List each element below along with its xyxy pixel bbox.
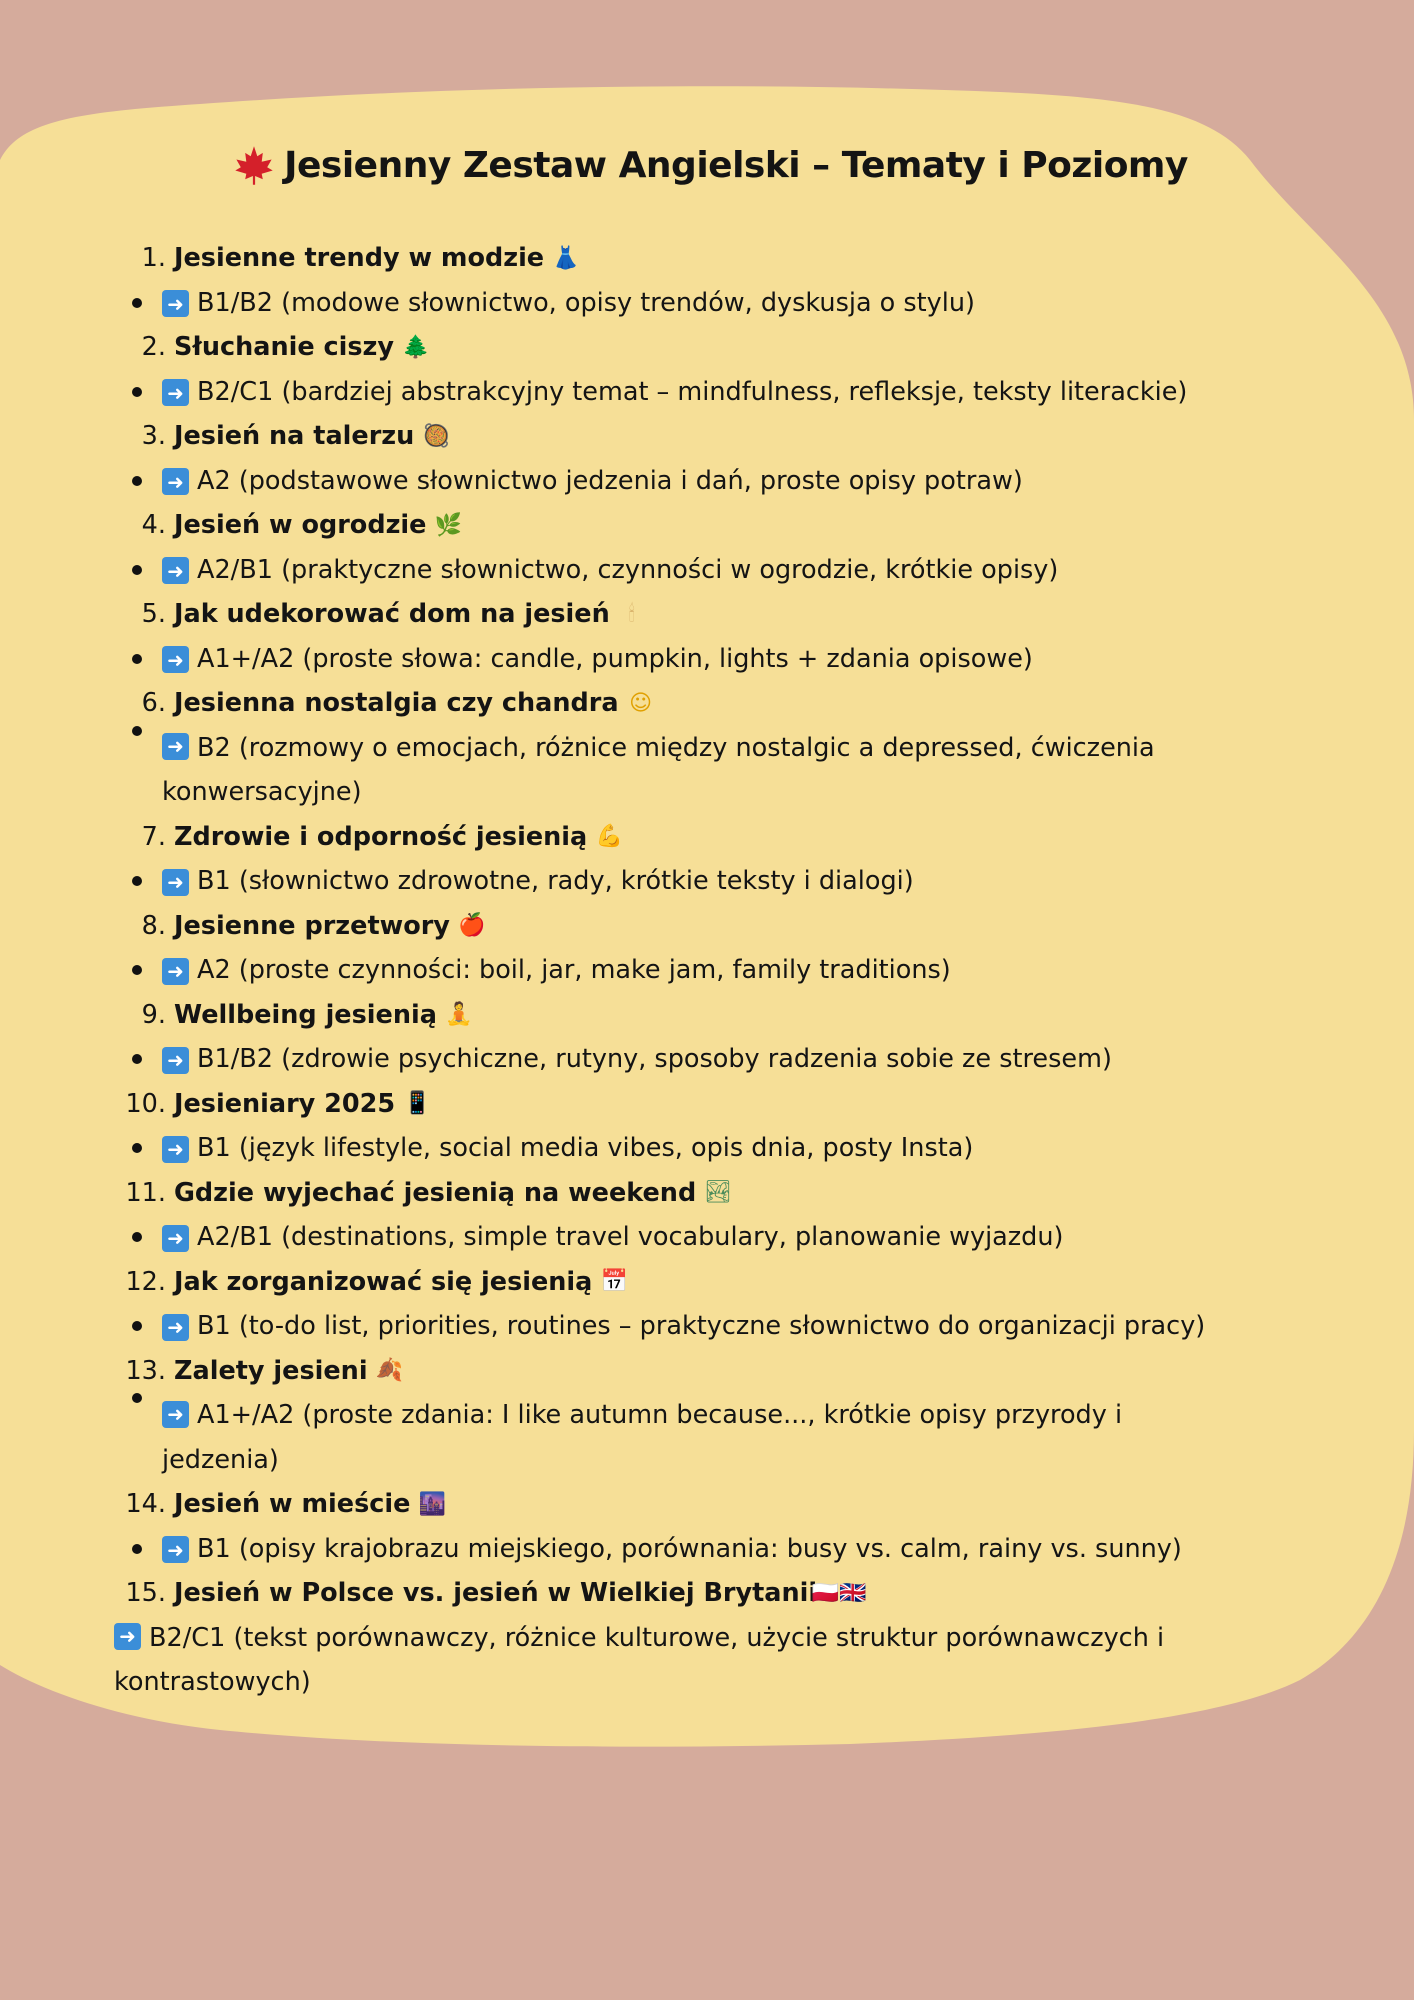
- level-description: B2/C1 (tekst porównawczy, różnice kulturowe, użycie struktur porównawczych i kontrastowych): [114, 1622, 1165, 1697]
- relieved-face-icon: ☺: [629, 690, 653, 716]
- item-number: 1.: [141, 243, 166, 274]
- level-line: [100, 1304, 1320, 1349]
- dress-icon: 👗: [552, 245, 580, 271]
- herb-icon: 🌿: [434, 512, 463, 538]
- topic-item: [100, 503, 1320, 548]
- level-line: [100, 948, 1320, 993]
- bullet: [132, 1143, 142, 1153]
- title-text: Jesienny Zestaw Angielski – Tematy i Poziomy: [284, 144, 1188, 186]
- topic-item: [100, 904, 1320, 949]
- bullet: [132, 476, 142, 486]
- topic-title: Słuchanie ciszy: [174, 332, 395, 363]
- level-description: A1+/A2 (proste zdania: I like autumn because..., krótkie opisy przyrody i jedzenia): [162, 1400, 1123, 1475]
- level-description: B1 (słownictwo zdrowotne, rady, krótkie teksty i dialogi): [197, 866, 914, 897]
- level-line: [100, 1527, 1320, 1572]
- arrow-right-icon: ➜: [162, 1401, 189, 1428]
- phone-icon: 📱: [403, 1091, 431, 1117]
- arrow-right-icon: ➜: [162, 958, 189, 985]
- arrow-right-icon: ➜: [162, 1536, 189, 1563]
- item-number: 7.: [141, 821, 166, 852]
- item-number: 5.: [141, 599, 166, 630]
- level-description: B1/B2 (modowe słownictwo, opisy trendów, dyskusja o stylu): [197, 287, 975, 318]
- arrow-right-icon: ➜: [162, 733, 189, 760]
- arrow-right-icon: ➜: [162, 557, 189, 584]
- level-line: [100, 459, 1320, 504]
- topic-title: Gdzie wyjechać jesienią na weekend: [174, 1177, 697, 1208]
- level-line: [114, 1616, 1320, 1705]
- bullet: [132, 1232, 142, 1242]
- document: [100, 130, 1320, 1705]
- arrow-right-icon: ➜: [162, 646, 189, 673]
- meditation-icon: 🧘: [445, 1002, 473, 1028]
- level-description: B2/C1 (bardziej abstrakcyjny temat – mindfulness, refleksje, teksty literackie): [197, 376, 1188, 407]
- topic-title: Jesień na talerzu: [174, 421, 415, 452]
- calendar-icon: 📅: [600, 1269, 629, 1295]
- apple-icon: 🍎: [458, 913, 486, 939]
- level-description: A2/B1 (destinations, simple travel vocabulary, planowanie wyjazdu): [197, 1222, 1064, 1253]
- level-line: [100, 1215, 1320, 1260]
- fallen-leaves-icon: 🍂: [375, 1358, 404, 1384]
- item-number: 9.: [141, 999, 166, 1030]
- arrow-right-icon: ➜: [162, 869, 189, 896]
- topic-title: Jesień w mieście: [174, 1489, 411, 1520]
- level-line: [100, 370, 1320, 415]
- topic-item: [100, 681, 1320, 726]
- city-icon: 🌆: [418, 1491, 447, 1517]
- topic-title: Jak zorganizować się jesienią: [174, 1266, 593, 1297]
- topic-title: Jesienne trendy w modzie: [174, 243, 545, 274]
- arrow-right-icon: ➜: [162, 468, 189, 495]
- bullet: [132, 876, 142, 886]
- topic-item: [100, 1260, 1320, 1305]
- arrow-right-icon: ➜: [114, 1623, 141, 1650]
- topic-title: Jak udekorować dom na jesień: [174, 599, 610, 630]
- level-description: B1/B2 (zdrowie psychiczne, rutyny, sposoby radzenia sobie ze stresem): [197, 1044, 1112, 1075]
- topic-item: [100, 1571, 1320, 1616]
- topic-item: [100, 1349, 1320, 1394]
- topic-item: [100, 236, 1320, 281]
- arrow-right-icon: ➜: [162, 1136, 189, 1163]
- item-number: 8.: [141, 910, 166, 941]
- item-number: 10.: [125, 1088, 166, 1119]
- level-line: [100, 1393, 1320, 1482]
- item-number: 4.: [141, 510, 166, 541]
- level-description: B2 (rozmowy o emocjach, różnice między nostalgic a depressed, ćwiczenia konwersacyjne): [162, 732, 1155, 807]
- candle-icon: 🕯: [628, 601, 635, 627]
- flags-pl-uk-icon: 🇵🇱🇬🇧: [811, 1580, 867, 1606]
- level-description: A2 (podstawowe słownictwo jedzenia i dań, proste opisy potraw): [197, 465, 1023, 496]
- topic-title: Jesień w Polsce vs. jesień w Wielkiej Brytanii: [174, 1578, 818, 1609]
- arrow-right-icon: ➜: [162, 1225, 189, 1252]
- topic-title: Zalety jesieni: [174, 1355, 368, 1386]
- item-number: 11.: [125, 1177, 166, 1208]
- arrow-right-icon: ➜: [162, 290, 189, 317]
- topic-item: [100, 414, 1320, 459]
- level-description: B1 (opisy krajobrazu miejskiego, porównania: busy vs. calm, rainy vs. sunny): [197, 1533, 1182, 1564]
- level-line: [100, 637, 1320, 682]
- topic-item: [100, 1082, 1320, 1127]
- level-line: [100, 726, 1320, 815]
- level-description: B1 (język lifestyle, social media vibes, opis dnia, posty Insta): [197, 1133, 974, 1164]
- topic-item: [100, 1482, 1320, 1527]
- level-line: [100, 281, 1320, 326]
- topic-title: Jesienne przetwory: [174, 910, 450, 941]
- arrow-right-icon: ➜: [162, 1314, 189, 1341]
- level-line: [100, 859, 1320, 904]
- topic-title: Zdrowie i odporność jesienią: [174, 821, 588, 852]
- topic-title: Jesienna nostalgia czy chandra: [174, 688, 619, 719]
- arrow-right-icon: ➜: [162, 379, 189, 406]
- bullet: [132, 965, 142, 975]
- item-number: 12.: [125, 1266, 166, 1297]
- level-line: [100, 1037, 1320, 1082]
- bullet: [132, 1393, 142, 1403]
- topic-list: [100, 236, 1320, 1705]
- arrow-right-icon: ➜: [162, 1047, 189, 1074]
- level-line: [100, 1126, 1320, 1171]
- bullet: [132, 1544, 142, 1554]
- level-description: A1+/A2 (proste słowa: candle, pumpkin, lights + zdania opisowe): [197, 643, 1033, 674]
- item-number: 13.: [125, 1355, 166, 1386]
- bowl-icon: 🥘: [422, 423, 450, 449]
- bullet: [132, 1321, 142, 1331]
- topic-title: Jesień w ogrodzie: [174, 510, 427, 541]
- flexed-arm-icon: 💪: [595, 824, 623, 850]
- topic-item: [100, 1171, 1320, 1216]
- topic-item: [100, 993, 1320, 1038]
- tree-icon: 🌲: [402, 334, 430, 360]
- landscape-icon: 🏞: [704, 1180, 733, 1206]
- maple-leaf-icon: [232, 143, 276, 187]
- topic-item: [100, 325, 1320, 370]
- bullet: [132, 387, 142, 397]
- bullet: [132, 1054, 142, 1064]
- page-title: [100, 130, 1320, 200]
- bullet: [132, 654, 142, 664]
- level-description: A2/B1 (praktyczne słownictwo, czynności w ogrodzie, krótkie opisy): [197, 554, 1059, 585]
- topic-title: Jesieniary 2025: [174, 1088, 396, 1119]
- item-number: 15.: [125, 1578, 166, 1609]
- bullet: [132, 298, 142, 308]
- level-line: [100, 548, 1320, 593]
- level-description: B1 (to-do list, priorities, routines – praktyczne słownictwo do organizacji pracy): [197, 1311, 1206, 1342]
- item-number: 14.: [125, 1489, 166, 1520]
- item-number: 2.: [141, 332, 166, 363]
- bullet: [132, 726, 142, 736]
- level-description: A2 (proste czynności: boil, jar, make jam, family traditions): [197, 955, 951, 986]
- topic-item: [100, 592, 1320, 637]
- item-number: 3.: [141, 421, 166, 452]
- item-number: 6.: [141, 688, 166, 719]
- topic-item: [100, 815, 1320, 860]
- topic-title: Wellbeing jesienią: [174, 999, 437, 1030]
- bullet: [132, 565, 142, 575]
